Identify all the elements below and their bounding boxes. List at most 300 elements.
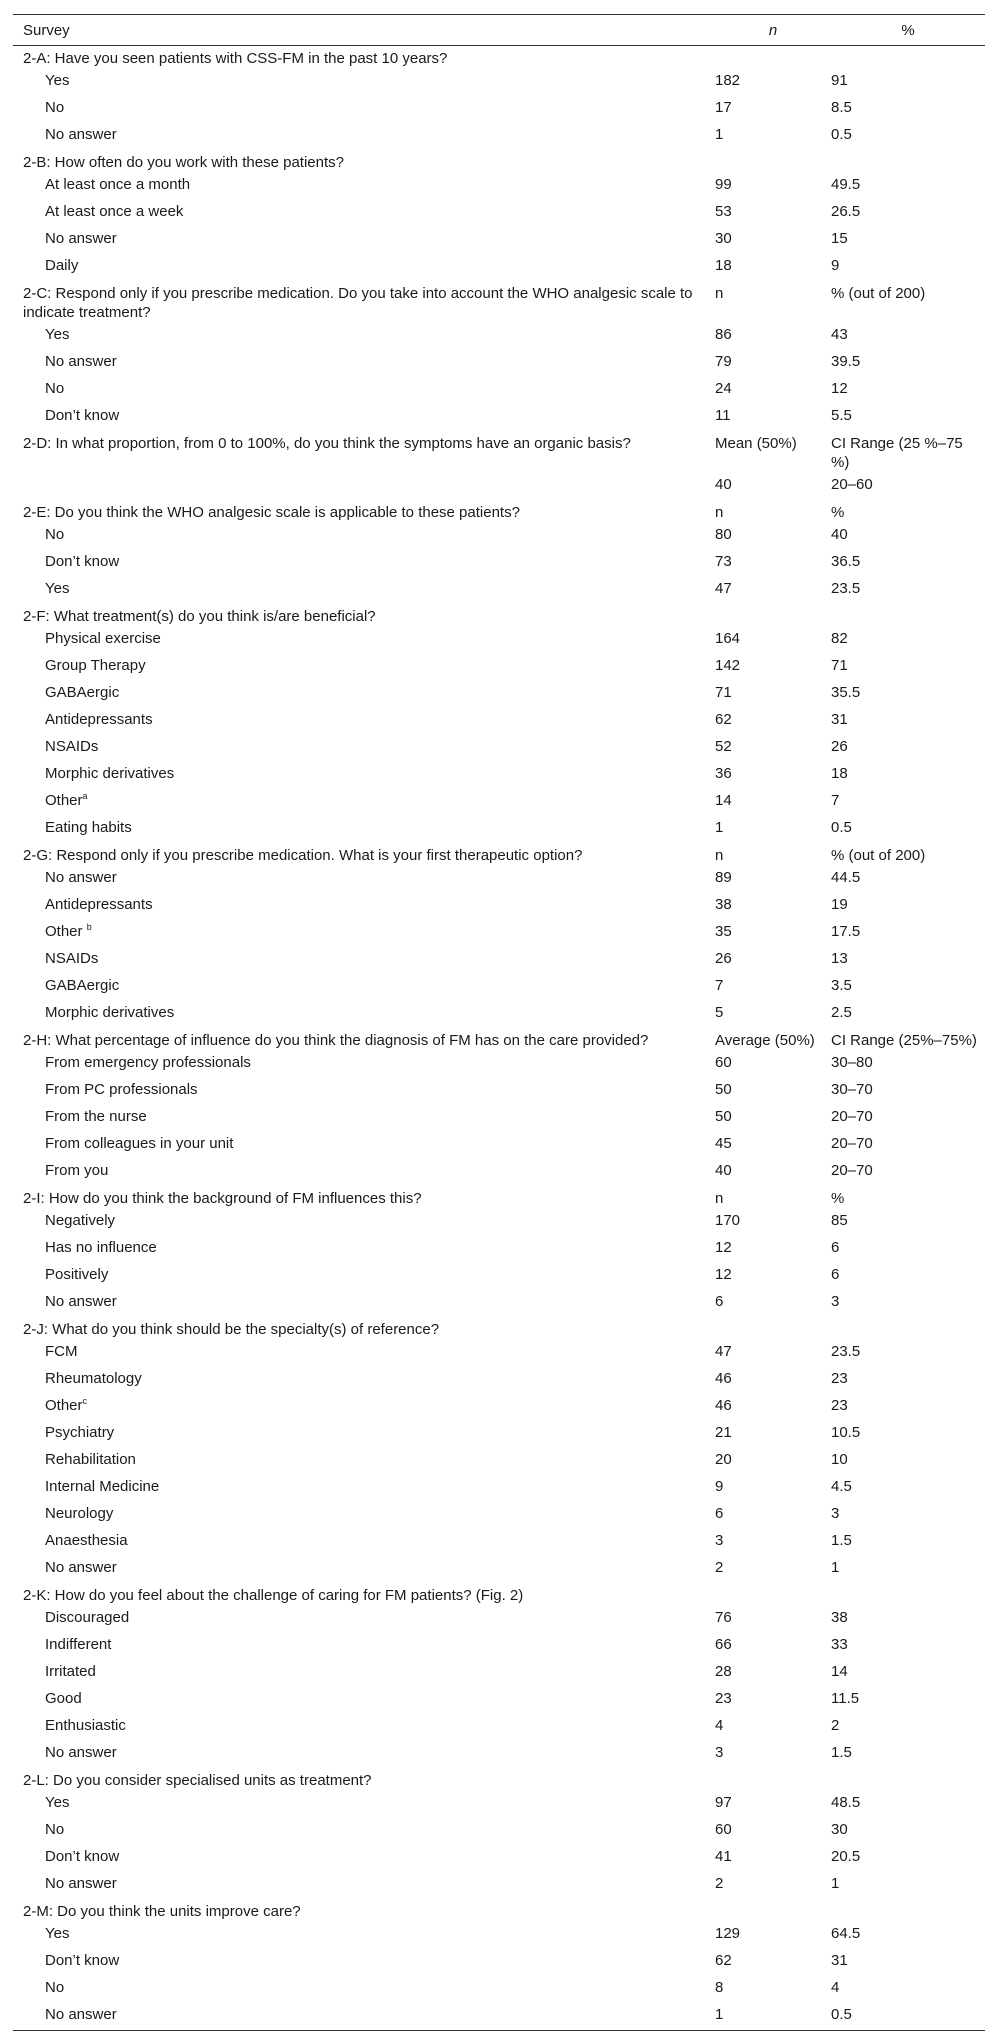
row-label-text: At least once a month	[45, 176, 191, 193]
answer-label	[13, 69, 715, 96]
question-label	[13, 1317, 715, 1340]
answer-row	[13, 1448, 985, 1475]
answer-label	[13, 173, 715, 200]
row-label-text: 2-E: Do you think the WHO analgesic scale is applicable to these patients?	[23, 504, 520, 521]
n-cell: 2	[715, 1559, 724, 1576]
n-cell: 60	[715, 1821, 732, 1838]
percent-cell: 20–60	[831, 476, 873, 493]
answer-label	[13, 577, 715, 604]
n-cell: 12	[715, 1239, 732, 1256]
row-label-text: 2-K: How do you feel about the challenge of caring for FM patients? (Fig. 2)	[23, 1587, 524, 1604]
question-label	[13, 281, 715, 323]
answer-row	[13, 1209, 985, 1236]
row-label-text: Rehabilitation	[45, 1451, 136, 1468]
percent-cell: 30–80	[831, 1054, 873, 1071]
answer-row	[13, 920, 985, 947]
row-label-text: No answer	[45, 1559, 117, 1576]
answer-label	[13, 350, 715, 377]
answer-row	[13, 2003, 985, 2031]
answer-label	[13, 762, 715, 789]
percent-cell: 14	[831, 1663, 848, 1680]
n-cell: 73	[715, 553, 732, 570]
answer-row	[13, 227, 985, 254]
answer-label	[13, 1001, 715, 1028]
n-cell	[715, 1899, 831, 1922]
row-label-text: From colleagues in your unit	[45, 1135, 234, 1152]
answer-label	[13, 1209, 715, 1236]
answer-row	[13, 1502, 985, 1529]
question-row	[13, 500, 985, 523]
table-header	[13, 15, 985, 46]
answer-label	[13, 1367, 715, 1394]
answer-label	[13, 866, 715, 893]
answer-row	[13, 1236, 985, 1263]
question-label	[13, 604, 715, 627]
row-label-text: Don’t know	[45, 553, 120, 570]
row-label-text: Don’t know	[45, 1952, 120, 1969]
n-cell: 182	[715, 72, 741, 89]
answer-row	[13, 200, 985, 227]
n-cell: 41	[715, 1848, 732, 1865]
answer-label	[13, 1633, 715, 1660]
row-label-text: Anaesthesia	[45, 1532, 128, 1549]
answer-label	[13, 1872, 715, 1899]
answer-label	[13, 1340, 715, 1367]
row-label-text: Yes	[45, 580, 70, 597]
answer-label	[13, 1976, 715, 2003]
row-label-text: No	[45, 380, 65, 397]
answer-label	[13, 96, 715, 123]
answer-label	[13, 1502, 715, 1529]
row-label-text: Yes	[45, 1925, 70, 1942]
answer-label	[13, 789, 715, 816]
n-cell	[715, 150, 831, 173]
row-label-text: No answer	[45, 1293, 117, 1310]
n-cell: 21	[715, 1424, 732, 1441]
percent-cell: 5.5	[831, 407, 852, 424]
row-label-text: 2-M: Do you think the units improve care?	[23, 1903, 301, 1920]
row-label-text: Other	[45, 923, 87, 940]
n-cell: 47	[715, 1343, 732, 1360]
survey-table	[13, 14, 985, 2031]
row-label-text: Yes	[45, 1794, 70, 1811]
percent-cell: 12	[831, 380, 848, 397]
row-label-text: No answer	[45, 2006, 117, 2023]
n-cell: Mean (50%)	[715, 435, 797, 452]
answer-label	[13, 1159, 715, 1186]
n-cell: 79	[715, 353, 732, 370]
row-label-text: 2-I: How do you think the background of FM influences this?	[23, 1190, 422, 1207]
n-cell: 71	[715, 684, 732, 701]
n-cell: n	[715, 285, 724, 302]
question-label	[13, 431, 715, 473]
row-label-text: No answer	[45, 1875, 117, 1892]
answer-label	[13, 1949, 715, 1976]
table-body	[13, 46, 985, 2031]
answer-row	[13, 523, 985, 550]
percent-cell: 82	[831, 630, 848, 647]
n-cell: 40	[715, 1162, 732, 1179]
answer-row	[13, 708, 985, 735]
answer-label	[13, 1051, 715, 1078]
n-cell: 30	[715, 230, 732, 247]
percent-cell: 30	[831, 1821, 848, 1838]
row-label-text: At least once a week	[45, 203, 184, 220]
percent-cell: 23.5	[831, 580, 861, 597]
answer-label	[13, 1687, 715, 1714]
answer-row	[13, 1475, 985, 1502]
row-label-text: NSAIDs	[45, 738, 99, 755]
row-label-text: 2-C: Respond only if you prescribe medication. Do you take into account the WHO analgesic scale to indicate treatment?	[23, 285, 693, 321]
percent-cell: 3	[831, 1505, 840, 1522]
question-row	[13, 150, 985, 173]
n-cell: 1	[715, 2003, 831, 2031]
answer-label	[13, 681, 715, 708]
percent-cell: 4.5	[831, 1478, 852, 1495]
footnote-marker: b	[86, 922, 92, 932]
answer-label	[13, 323, 715, 350]
row-label-text: Morphic derivatives	[45, 1004, 175, 1021]
answer-row	[13, 866, 985, 893]
percent-cell: 26	[831, 738, 848, 755]
row-label-text: No answer	[45, 353, 117, 370]
n-cell: 1	[715, 819, 724, 836]
n-cell: 3	[715, 1744, 724, 1761]
row-label-text: 2-J: What do you think should be the specialty(s) of reference?	[23, 1321, 440, 1338]
percent-cell: 71	[831, 657, 848, 674]
answer-label	[13, 1818, 715, 1845]
answer-row	[13, 323, 985, 350]
row-label-text: Yes	[45, 72, 70, 89]
n-cell: n	[715, 504, 724, 521]
answer-row	[13, 1976, 985, 2003]
answer-label	[13, 1475, 715, 1502]
n-cell: 89	[715, 869, 732, 886]
question-row	[13, 281, 985, 323]
question-label	[13, 46, 715, 70]
percent-cell: 2	[831, 1717, 840, 1734]
row-label-text: Morphic derivatives	[45, 765, 175, 782]
percent-cell: 17.5	[831, 923, 861, 940]
n-cell: 129	[715, 1925, 741, 1942]
answer-row	[13, 1159, 985, 1186]
n-cell: 6	[715, 1505, 724, 1522]
answer-label	[13, 1421, 715, 1448]
answer-label	[13, 735, 715, 762]
row-label-text: No answer	[45, 230, 117, 247]
row-label-text: Indifferent	[45, 1636, 112, 1653]
percent-cell: 15	[831, 230, 848, 247]
percent-cell: 35.5	[831, 684, 861, 701]
row-label-text: NSAIDs	[45, 950, 99, 967]
row-label-text: No	[45, 99, 65, 116]
answer-label	[13, 1845, 715, 1872]
row-label-text: 2-A: Have you seen patients with CSS-FM in the past 10 years?	[23, 50, 448, 67]
answer-label	[13, 1078, 715, 1105]
n-cell: 23	[715, 1690, 732, 1707]
answer-row	[13, 735, 985, 762]
percent-cell: % (out of 200)	[831, 285, 926, 302]
row-label-text: 2-H: What percentage of influence do you think the diagnosis of FM has on the care provided?	[23, 1032, 649, 1049]
answer-row	[13, 577, 985, 604]
answer-label	[13, 404, 715, 431]
row-label-text: Discouraged	[45, 1609, 130, 1626]
answer-label	[13, 1263, 715, 1290]
answer-row	[13, 1687, 985, 1714]
n-cell: 99	[715, 176, 732, 193]
answer-row	[13, 627, 985, 654]
answer-row	[13, 816, 985, 843]
n-cell: 53	[715, 203, 732, 220]
n-cell: 12	[715, 1266, 732, 1283]
row-label-text: Don’t know	[45, 1848, 120, 1865]
percent-cell: 7	[831, 792, 840, 809]
percent-cell	[831, 1768, 985, 1791]
n-cell: 26	[715, 950, 732, 967]
n-cell: 47	[715, 580, 732, 597]
answer-label	[13, 1290, 715, 1317]
n-cell: 9	[715, 1478, 724, 1495]
n-cell: 86	[715, 326, 732, 343]
row-label-text: No answer	[45, 1744, 117, 1761]
question-label	[13, 1028, 715, 1051]
percent-cell: 20–70	[831, 1162, 873, 1179]
n-cell: 7	[715, 977, 724, 994]
answer-row	[13, 377, 985, 404]
percent-cell: %	[831, 1190, 845, 1207]
answer-label	[13, 1741, 715, 1768]
percent-cell: CI Range (25 %–75 %)	[831, 435, 963, 471]
percent-cell: 26.5	[831, 203, 861, 220]
answer-label	[13, 227, 715, 254]
answer-row	[13, 1078, 985, 1105]
row-label-text: Good	[45, 1690, 82, 1707]
n-cell: n	[715, 1190, 724, 1207]
question-row	[13, 1028, 985, 1051]
question-label	[13, 1583, 715, 1606]
percent-cell: 91	[831, 72, 848, 89]
answer-label	[13, 654, 715, 681]
answer-label	[13, 1606, 715, 1633]
n-cell: 80	[715, 526, 732, 543]
answer-label	[13, 1714, 715, 1741]
question-label	[13, 843, 715, 866]
percent-cell	[831, 1317, 985, 1340]
answer-row	[13, 1818, 985, 1845]
percent-cell: 20–70	[831, 1135, 873, 1152]
question-label	[13, 150, 715, 173]
row-label-text: GABAergic	[45, 684, 120, 701]
n-cell	[715, 1583, 831, 1606]
answer-label	[13, 2003, 715, 2031]
n-cell	[715, 46, 831, 70]
row-label-text: Group Therapy	[45, 657, 146, 674]
answer-label	[13, 1394, 715, 1421]
percent-cell	[831, 1583, 985, 1606]
row-label-text: No	[45, 526, 65, 543]
n-cell: 142	[715, 657, 741, 674]
row-label-text: No	[45, 1821, 65, 1838]
answer-row	[13, 350, 985, 377]
answer-row	[13, 1660, 985, 1687]
row-label-text: From emergency professionals	[45, 1054, 251, 1071]
row-label-text: No answer	[45, 126, 117, 143]
n-cell: 3	[715, 1532, 724, 1549]
question-row	[13, 1317, 985, 1340]
answer-row	[13, 123, 985, 150]
answer-label	[13, 1105, 715, 1132]
percent-cell: 40	[831, 526, 848, 543]
percent-cell: 31	[831, 711, 848, 728]
answer-row	[13, 1290, 985, 1317]
percent-cell: 23	[831, 1397, 848, 1414]
percent-cell: 8.5	[831, 99, 852, 116]
row-label-text: Other	[45, 1397, 83, 1414]
row-label-text: Antidepressants	[45, 896, 153, 913]
row-label-text: Antidepressants	[45, 711, 153, 728]
answer-label	[13, 947, 715, 974]
percent-cell	[831, 1899, 985, 1922]
percent-cell: 10.5	[831, 1424, 861, 1441]
percent-cell: 1	[831, 1875, 840, 1892]
n-cell: 76	[715, 1609, 732, 1626]
question-row	[13, 604, 985, 627]
row-label-text: Irritated	[45, 1663, 96, 1680]
answer-row	[13, 681, 985, 708]
header-n: n	[715, 15, 831, 46]
answer-label	[13, 1791, 715, 1818]
percent-cell: 23.5	[831, 1343, 861, 1360]
question-row	[13, 843, 985, 866]
answer-row	[13, 1132, 985, 1159]
percent-cell: 20–70	[831, 1108, 873, 1125]
answer-label	[13, 1922, 715, 1949]
answer-row	[13, 254, 985, 281]
n-cell: 36	[715, 765, 732, 782]
answer-row	[13, 893, 985, 920]
n-cell: 97	[715, 1794, 732, 1811]
percent-cell: 36.5	[831, 553, 861, 570]
percent-cell: 39.5	[831, 353, 861, 370]
answer-row	[13, 1741, 985, 1768]
n-cell: 62	[715, 1952, 732, 1969]
answer-row	[13, 1791, 985, 1818]
row-label-text: Psychiatry	[45, 1424, 115, 1441]
footnote-marker: c	[82, 1396, 88, 1406]
percent-cell: 44.5	[831, 869, 861, 886]
n-cell: 38	[715, 896, 732, 913]
answer-row	[13, 69, 985, 96]
n-cell: 6	[715, 1293, 724, 1310]
percent-cell: 3.5	[831, 977, 852, 994]
percent-cell: % (out of 200)	[831, 847, 926, 864]
answer-row	[13, 1922, 985, 1949]
answer-row	[13, 1949, 985, 1976]
n-cell: 2	[715, 1875, 724, 1892]
n-cell: 40	[715, 476, 732, 493]
row-label-text: No	[45, 1979, 65, 1996]
question-row	[13, 431, 985, 473]
row-label-text: Yes	[45, 326, 70, 343]
answer-label	[13, 123, 715, 150]
answer-row	[13, 1367, 985, 1394]
row-label-text: Rheumatology	[45, 1370, 142, 1387]
answer-label	[13, 627, 715, 654]
answer-label	[13, 377, 715, 404]
question-row	[13, 46, 985, 70]
n-cell: 50	[715, 1108, 732, 1125]
percent-cell: 4	[831, 1979, 840, 1996]
answer-row	[13, 1421, 985, 1448]
n-cell: 66	[715, 1636, 732, 1653]
row-label-text: Enthusiastic	[45, 1717, 126, 1734]
row-label-text: Eating habits	[45, 819, 132, 836]
percent-cell: 31	[831, 1952, 848, 1969]
answer-row	[13, 1714, 985, 1741]
answer-row	[13, 789, 985, 816]
header-percent: %	[831, 15, 985, 46]
answer-row	[13, 1529, 985, 1556]
row-label-text: 2-D: In what proportion, from 0 to 100%, do you think the symptoms have an organic basis?	[23, 435, 631, 452]
question-row	[13, 1583, 985, 1606]
n-cell	[715, 604, 831, 627]
question-label	[13, 1768, 715, 1791]
answer-row	[13, 947, 985, 974]
n-cell: 24	[715, 380, 732, 397]
percent-cell: 85	[831, 1212, 848, 1229]
percent-cell	[831, 150, 985, 173]
row-label-text: Physical exercise	[45, 630, 161, 647]
question-label	[13, 500, 715, 523]
answer-row	[13, 404, 985, 431]
row-label-text: Daily	[45, 257, 79, 274]
n-cell: 8	[715, 1979, 724, 1996]
percent-cell	[831, 604, 985, 627]
n-cell: 4	[715, 1717, 724, 1734]
answer-row	[13, 1263, 985, 1290]
percent-cell: %	[831, 504, 845, 521]
question-row	[13, 1186, 985, 1209]
percent-cell: 10	[831, 1451, 848, 1468]
answer-label	[13, 1660, 715, 1687]
question-row	[13, 1899, 985, 1922]
percent-cell: 3	[831, 1293, 840, 1310]
answer-row	[13, 762, 985, 789]
n-cell: 62	[715, 711, 732, 728]
n-cell: 11	[715, 407, 731, 424]
answer-row	[13, 1556, 985, 1583]
row-label-text: Negatively	[45, 1212, 116, 1229]
answer-row	[13, 1394, 985, 1421]
answer-label	[13, 1529, 715, 1556]
answer-row	[13, 654, 985, 681]
percent-cell: 9	[831, 257, 840, 274]
answer-row	[13, 1845, 985, 1872]
n-cell: 46	[715, 1397, 732, 1414]
answer-label	[13, 816, 715, 843]
answer-label	[13, 708, 715, 735]
question-label	[13, 1899, 715, 1922]
answer-label	[13, 1132, 715, 1159]
answer-row	[13, 974, 985, 1001]
percent-cell: 0.5	[831, 126, 852, 143]
row-label-text: Positively	[45, 1266, 109, 1283]
answer-label	[13, 473, 715, 500]
percent-cell: 38	[831, 1609, 848, 1626]
row-label-text: Neurology	[45, 1505, 114, 1522]
percent-cell: 64.5	[831, 1925, 861, 1942]
n-cell: 1	[715, 126, 724, 143]
